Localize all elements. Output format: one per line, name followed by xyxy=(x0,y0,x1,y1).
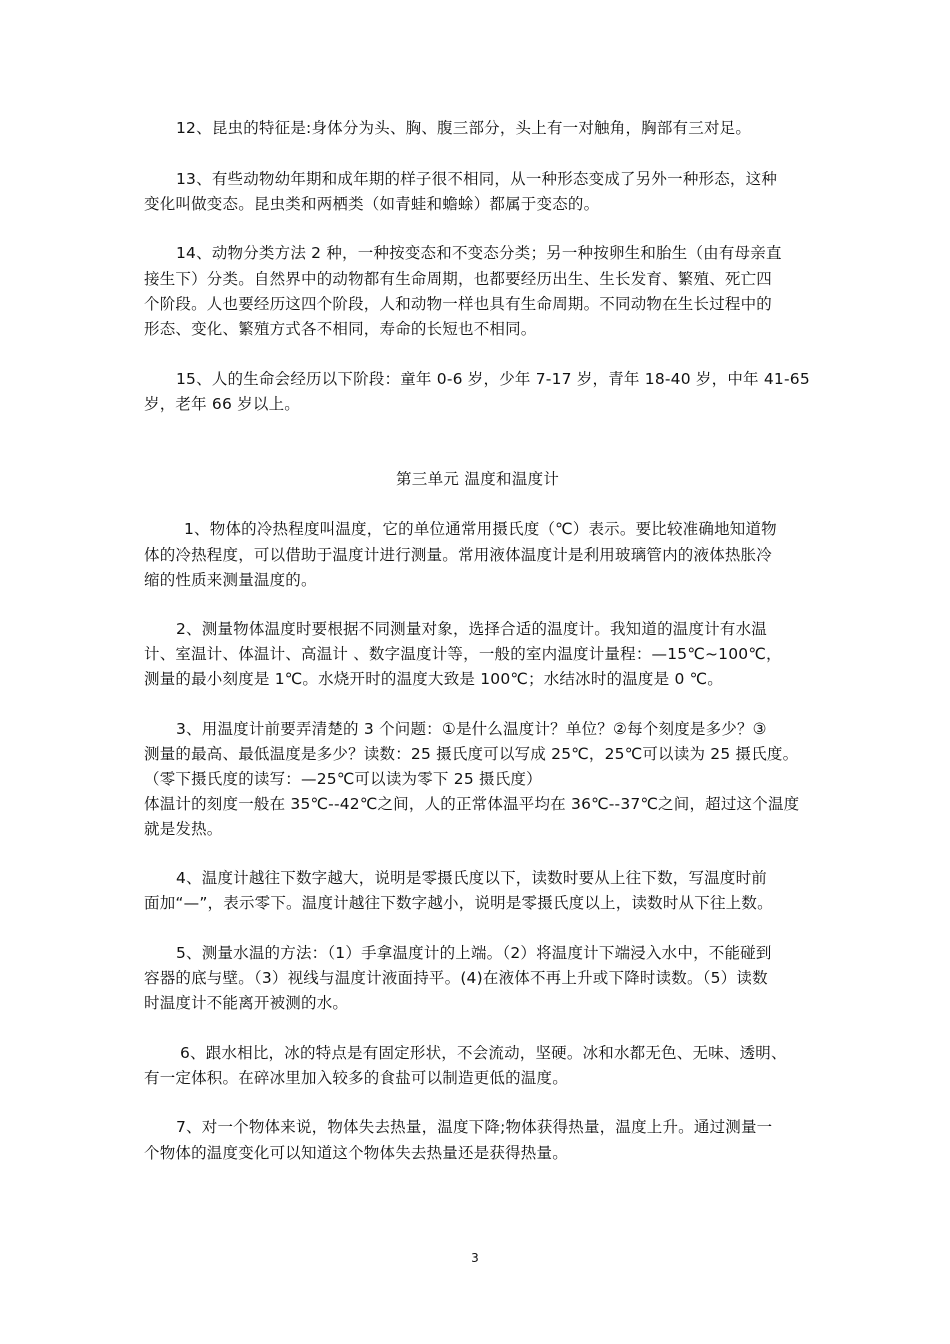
paragraph-line: 个物体的温度变化可以知道这个物体失去热量还是获得热量。 xyxy=(144,1144,568,1162)
paragraph-line: 3、用温度计前要弄清楚的 3 个问题：①是什么温度计？单位？②每个刻度是多少？③ xyxy=(176,720,767,738)
paragraph-line: 计、室温计、体温计、高温计 、数字温度计等，一般的室内温度计量程：—15℃~100℃， xyxy=(144,645,782,663)
unit-heading: 第三单元 温度和温度计 xyxy=(396,470,560,488)
paragraph-line: 面加“—”，表示零下。温度计越往下数字越小，说明是零摄氏度以上，读数时从下往上数。 xyxy=(144,894,773,912)
paragraph-line: 岁，老年 66 岁以上。 xyxy=(144,395,300,413)
paragraph-line: 体的冷热程度，可以借助于温度计进行测量。常用液体温度计是利用玻璃管内的液体热胀冷 xyxy=(144,546,773,564)
paragraph-line: 测量的最小刻度是 1℃。水烧开时的温度大致是 100℃；水结冰时的温度是 0 ℃。 xyxy=(144,670,723,688)
paragraph-line: 接生下）分类。自然界中的动物都有生命周期，也都要经历出生、生长发育、繁殖、死亡四 xyxy=(144,270,773,288)
paragraph-line: 2、测量物体温度时要根据不同测量对象，选择合适的温度计。我知道的温度计有水温 xyxy=(176,620,767,638)
paragraph-line: 1、物体的冷热程度叫温度，它的单位通常用摄氏度（℃）表示。要比较准确地知道物 xyxy=(184,520,777,538)
paragraph-line: 体温计的刻度一般在 35℃--42℃之间，人的正常体温平均在 36℃--37℃之间，超过这个温度 xyxy=(144,795,800,813)
paragraph-line: 14、动物分类方法 2 种，一种按变态和不变态分类；另一种按卵生和胎生（由有母亲直 xyxy=(176,244,782,262)
paragraph-line: 变化叫做变态。昆虫类和两栖类（如青蛙和蟾蜍）都属于变态的。 xyxy=(144,195,600,213)
paragraph-line: 形态、变化、繁殖方式各不相同，寿命的长短也不相同。 xyxy=(144,320,537,338)
paragraph-line: 就是发热。 xyxy=(144,820,223,838)
paragraph-line: 容器的底与壁。（3）视线与温度计液面持平。(4)在液体不再上升或下降时读数。（5）读数 xyxy=(144,969,768,987)
page-number: 3 xyxy=(471,1251,479,1265)
paragraph-line: 测量的最高、最低温度是多少？读数：25 摄氏度可以写成 25℃，25℃可以读为 25 摄氏度。 xyxy=(144,745,799,763)
paragraph-line: 时温度计不能离开被测的水。 xyxy=(144,994,349,1012)
paragraph-line: （零下摄氏度的读写：—25℃可以读为零下 25 摄氏度） xyxy=(144,770,542,788)
paragraph-line: 有一定体积。在碎冰里加入较多的食盐可以制造更低的温度。 xyxy=(144,1069,568,1087)
paragraph-line: 4、温度计越往下数字越大，说明是零摄氏度以下，读数时要从上往下数，写温度时前 xyxy=(176,869,767,887)
paragraph-line: 缩的性质来测量温度的。 xyxy=(144,571,317,589)
paragraph-line: 6、跟水相比，冰的特点是有固定形状，不会流动，坚硬。冰和水都无色、无味、透明、 xyxy=(180,1044,787,1062)
paragraph-line: 个阶段。人也要经历这四个阶段，人和动物一样也具有生命周期。不同动物在生长过程中的 xyxy=(144,295,773,313)
paragraph-line: 5、测量水温的方法：（1）手拿温度计的上端。（2）将温度计下端浸入水中，不能碰到 xyxy=(176,944,772,962)
paragraph-line: 13、有些动物幼年期和成年期的样子很不相同，从一种形态变成了另外一种形态，这种 xyxy=(176,170,778,188)
paragraph-line: 12、昆虫的特征是:身体分为头、胸、腹三部分，头上有一对触角，胸部有三对足。 xyxy=(176,119,752,137)
paragraph-line: 7、对一个物体来说，物体失去热量，温度下降;物体获得热量，温度上升。通过测量一 xyxy=(176,1118,773,1136)
paragraph-line: 15、人的生命会经历以下阶段：童年 0-6 岁，少年 7-17 岁，青年 18-40 岁，中年 41-65 xyxy=(176,370,810,388)
